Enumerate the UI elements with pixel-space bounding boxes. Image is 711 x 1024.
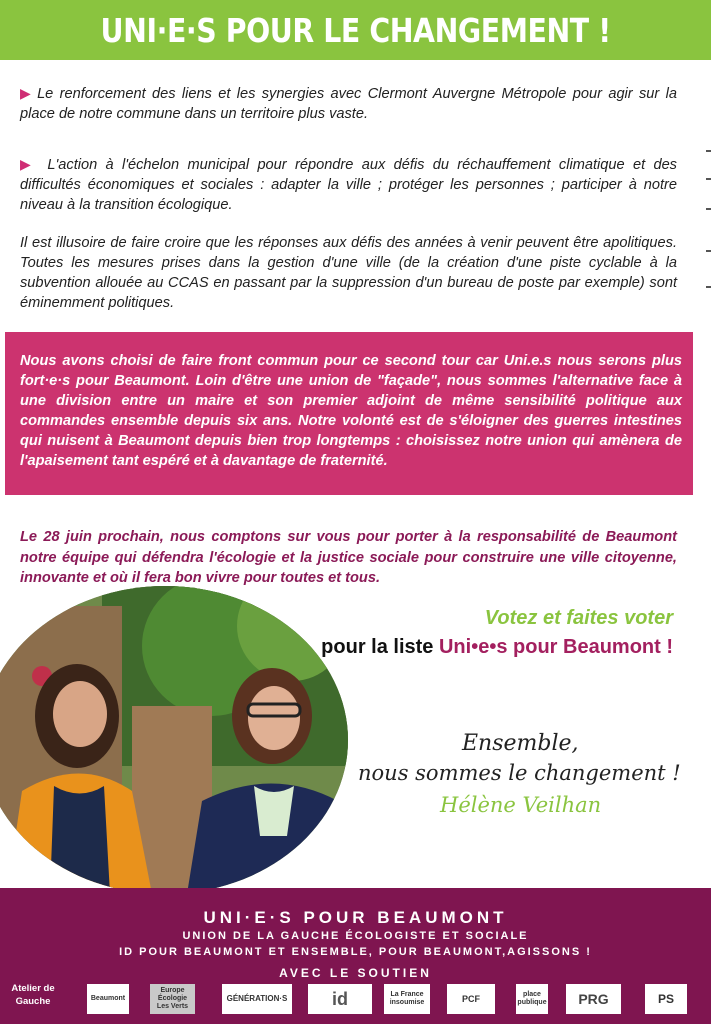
highlight-box bbox=[5, 332, 693, 495]
candidates-photo-illustration bbox=[0, 586, 348, 894]
footer-union-line: UNION DE LA GAUCHE ÉCOLOGISTE ET SOCIALE bbox=[182, 930, 529, 942]
call-to-action: Le 28 juin prochain, nous comptons sur vous pour porter à la responsabilité de Beaumont notre équipe qui défendra l'écologie et la justice sociale pour construire une ville citoyenne, innovante et où il fera bon vivre pour toutes et tous. bbox=[20, 529, 677, 586]
ps-logo: PS bbox=[645, 984, 687, 1014]
signature-line-2: nous sommes le changement ! bbox=[358, 761, 681, 785]
page-edge-mark bbox=[706, 150, 711, 152]
candidates-photo bbox=[0, 586, 348, 894]
highlight-text: Nous avons choisi de faire front commun pour ce second tour car Uni.e.s nous serons plus fort·e·s pour Beaumont. Loin d'être une union de "façade", nous sommes l'alternative face à une division entre un maire et son premier adjoint de même sensibilité politique aux commandes ensemble depuis six ans. Notre volonté est de s'éloigner des guerres intestines qui nuisent à Beaumont depuis bien trop longtemps : choisissez notre union qui amènera de l'apaisement tant espéré et à davantage de fraternité. bbox=[20, 353, 682, 469]
paragraph-politics: Il est illusoire de faire croire que les réponses aux défis des années à venir peuvent être apolitiques. Toutes les mesures prises dans la gestion d'une ville (de la création d'une piste cyclable à la subvention allouée au CCAS en passant par la suppression d'un bureau de poste par exemple) sont éminemment politiques. bbox=[20, 235, 677, 311]
bullet-triangle-icon: ▶ bbox=[20, 156, 36, 172]
vote-slogan: Votez et faites voter bbox=[484, 607, 673, 629]
title-banner bbox=[0, 0, 711, 60]
signature-name: Hélène Veilhan bbox=[440, 793, 602, 817]
footer-id-line: ID POUR BEAUMONT ET ENSEMBLE, POUR BEAUMONT,AGISSONS ! bbox=[119, 946, 592, 958]
generations-logo: GÉNÉRATION·S bbox=[222, 984, 292, 1014]
paragraph-climate-text: L'action à l'échelon municipal pour répondre aux défis du réchauffement climatique et des difficultés économiques et sociales : adapter la ville ; protéger les personnes ; participer à notre niveau à la transition écologique. bbox=[20, 157, 677, 213]
lfi-logo: La France insoumise bbox=[384, 984, 430, 1014]
page-edge-mark bbox=[706, 250, 711, 252]
vote-list-prefix: pour la liste bbox=[321, 636, 439, 658]
paragraph-metropole-text: Le renforcement des liens et les synergies avec Clermont Auvergne Métropole pour agir sur la place de notre commune dans un territoire plus vaste. bbox=[20, 86, 677, 122]
footer-title: UNI·E·S POUR BEAUMONT bbox=[203, 908, 508, 927]
paragraph-climate bbox=[20, 154, 677, 215]
page-edge-mark bbox=[706, 286, 711, 288]
vote-list-line bbox=[321, 636, 673, 659]
bullet-triangle-icon: ▶ bbox=[20, 85, 34, 101]
signature-line-1: Ensemble, bbox=[462, 731, 579, 756]
page-edge-mark bbox=[706, 208, 711, 210]
place-publique-logo: place publique bbox=[516, 984, 548, 1014]
eelv-logo: Europe Écologie Les Verts bbox=[150, 984, 195, 1014]
footer bbox=[0, 888, 711, 1024]
footer-support-line: AVEC LE SOUTIEN bbox=[279, 966, 432, 980]
page-title: UNI·E·S POUR LE CHANGEMENT ! bbox=[100, 10, 611, 50]
prg-logo: PRG bbox=[566, 984, 621, 1014]
paragraph-metropole bbox=[20, 83, 677, 124]
beaumont-logo: Beaumont bbox=[87, 984, 129, 1014]
pcf-logo: PCF bbox=[447, 984, 495, 1014]
vote-list-name: Uni•e•s pour Beaumont ! bbox=[438, 636, 673, 658]
id-logo: id bbox=[308, 984, 372, 1014]
atelier-de-gauche-label: Atelier de Gauche bbox=[11, 983, 55, 1007]
page-edge-mark bbox=[706, 178, 711, 180]
